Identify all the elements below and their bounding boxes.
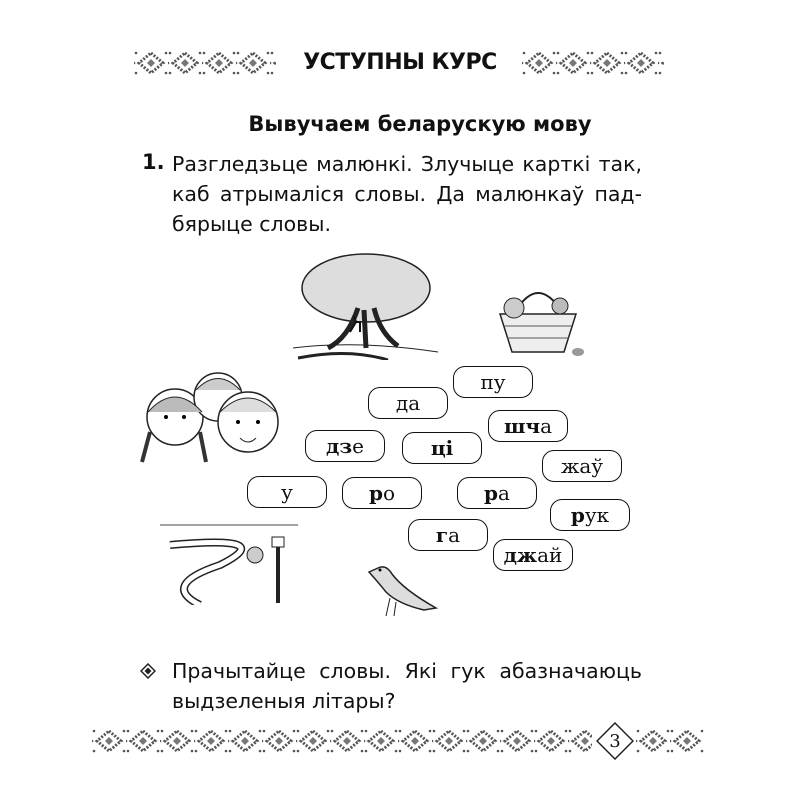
card-text: а xyxy=(540,414,553,438)
lesson-title: Вывучаем беларускую мову xyxy=(248,112,592,136)
card-text: у xyxy=(281,480,293,504)
page-number: 3 xyxy=(609,730,621,752)
syllable-card[interactable] xyxy=(457,477,537,509)
river-road-illustration xyxy=(160,515,298,605)
syllable-card[interactable] xyxy=(368,387,448,419)
card-bold-letters: г xyxy=(435,523,449,547)
syllable-card[interactable] xyxy=(305,430,385,462)
task-text: Разгледзьце малюнкі. Злучыце карткі так, каб атрымаліся словы. Да малюнкаў пад-бярыце словы. xyxy=(172,152,642,236)
diamond-icon xyxy=(140,663,156,679)
syllable-card[interactable] xyxy=(402,432,482,464)
card-text: жаў xyxy=(560,454,604,478)
card-text: ук xyxy=(584,503,610,527)
card-bold-letters: дж xyxy=(503,543,538,567)
card-bold-letters: шч xyxy=(503,414,541,438)
basket-illustration xyxy=(490,282,590,360)
card-text: ай xyxy=(537,543,563,567)
card-bold-letters: р xyxy=(570,503,585,527)
syllable-card[interactable] xyxy=(542,450,622,482)
card-text: о xyxy=(382,481,396,505)
bird-illustration xyxy=(364,560,444,618)
children-illustration xyxy=(140,362,285,470)
section-title: УСТУПНЫ КУРС xyxy=(303,50,497,75)
card-text: а xyxy=(498,481,510,505)
syllable-card[interactable] xyxy=(550,499,630,531)
syllable-card[interactable] xyxy=(488,410,568,442)
ornament-footer xyxy=(92,728,592,754)
card-text: е xyxy=(352,434,364,458)
card-bold-letters: р xyxy=(368,481,383,505)
syllable-card[interactable] xyxy=(408,519,488,551)
tree-deer-illustration xyxy=(288,248,446,360)
ornament-footer-right xyxy=(636,728,704,754)
ornament-left xyxy=(134,50,276,76)
syllable-card[interactable] xyxy=(342,477,422,509)
card-bold-letters: ці xyxy=(430,436,454,460)
card-text: а xyxy=(448,523,461,547)
question-text: Прачытайце словы. Які гук абазначаюць выдзеленыя літары? xyxy=(172,659,642,713)
card-text: пу xyxy=(480,370,506,394)
card-text: да xyxy=(395,391,421,415)
ornament-right xyxy=(522,50,664,76)
card-bold-letters: р xyxy=(484,481,499,505)
syllable-card[interactable] xyxy=(247,476,327,508)
card-bold-letters: дз xyxy=(326,434,353,458)
task-number: 1. xyxy=(142,150,165,174)
syllable-card[interactable] xyxy=(453,366,533,398)
syllable-card[interactable] xyxy=(493,539,573,571)
